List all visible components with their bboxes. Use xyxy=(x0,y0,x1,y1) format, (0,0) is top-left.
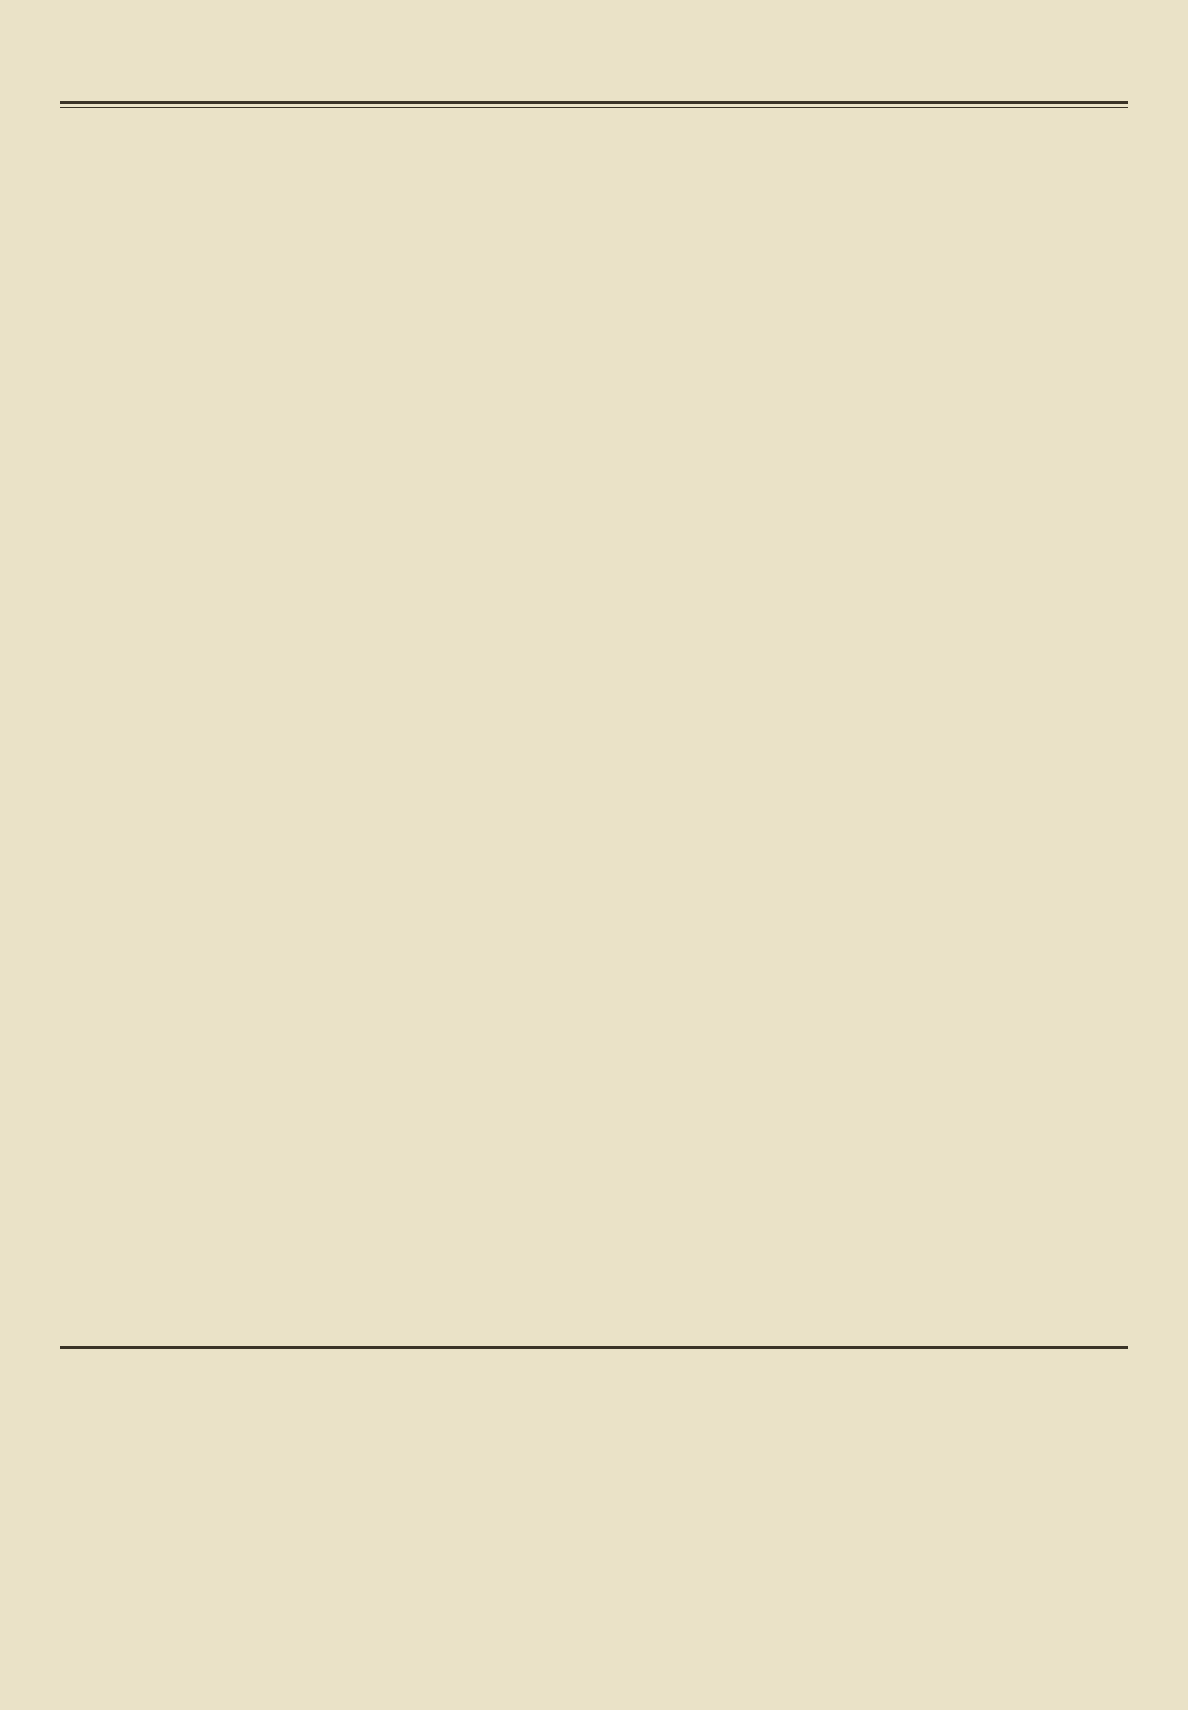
chart-svg xyxy=(530,112,1150,996)
population-pyramid-chart xyxy=(530,112,1150,996)
section-divider-rule xyxy=(60,1346,1128,1349)
header-rule xyxy=(60,101,1128,108)
